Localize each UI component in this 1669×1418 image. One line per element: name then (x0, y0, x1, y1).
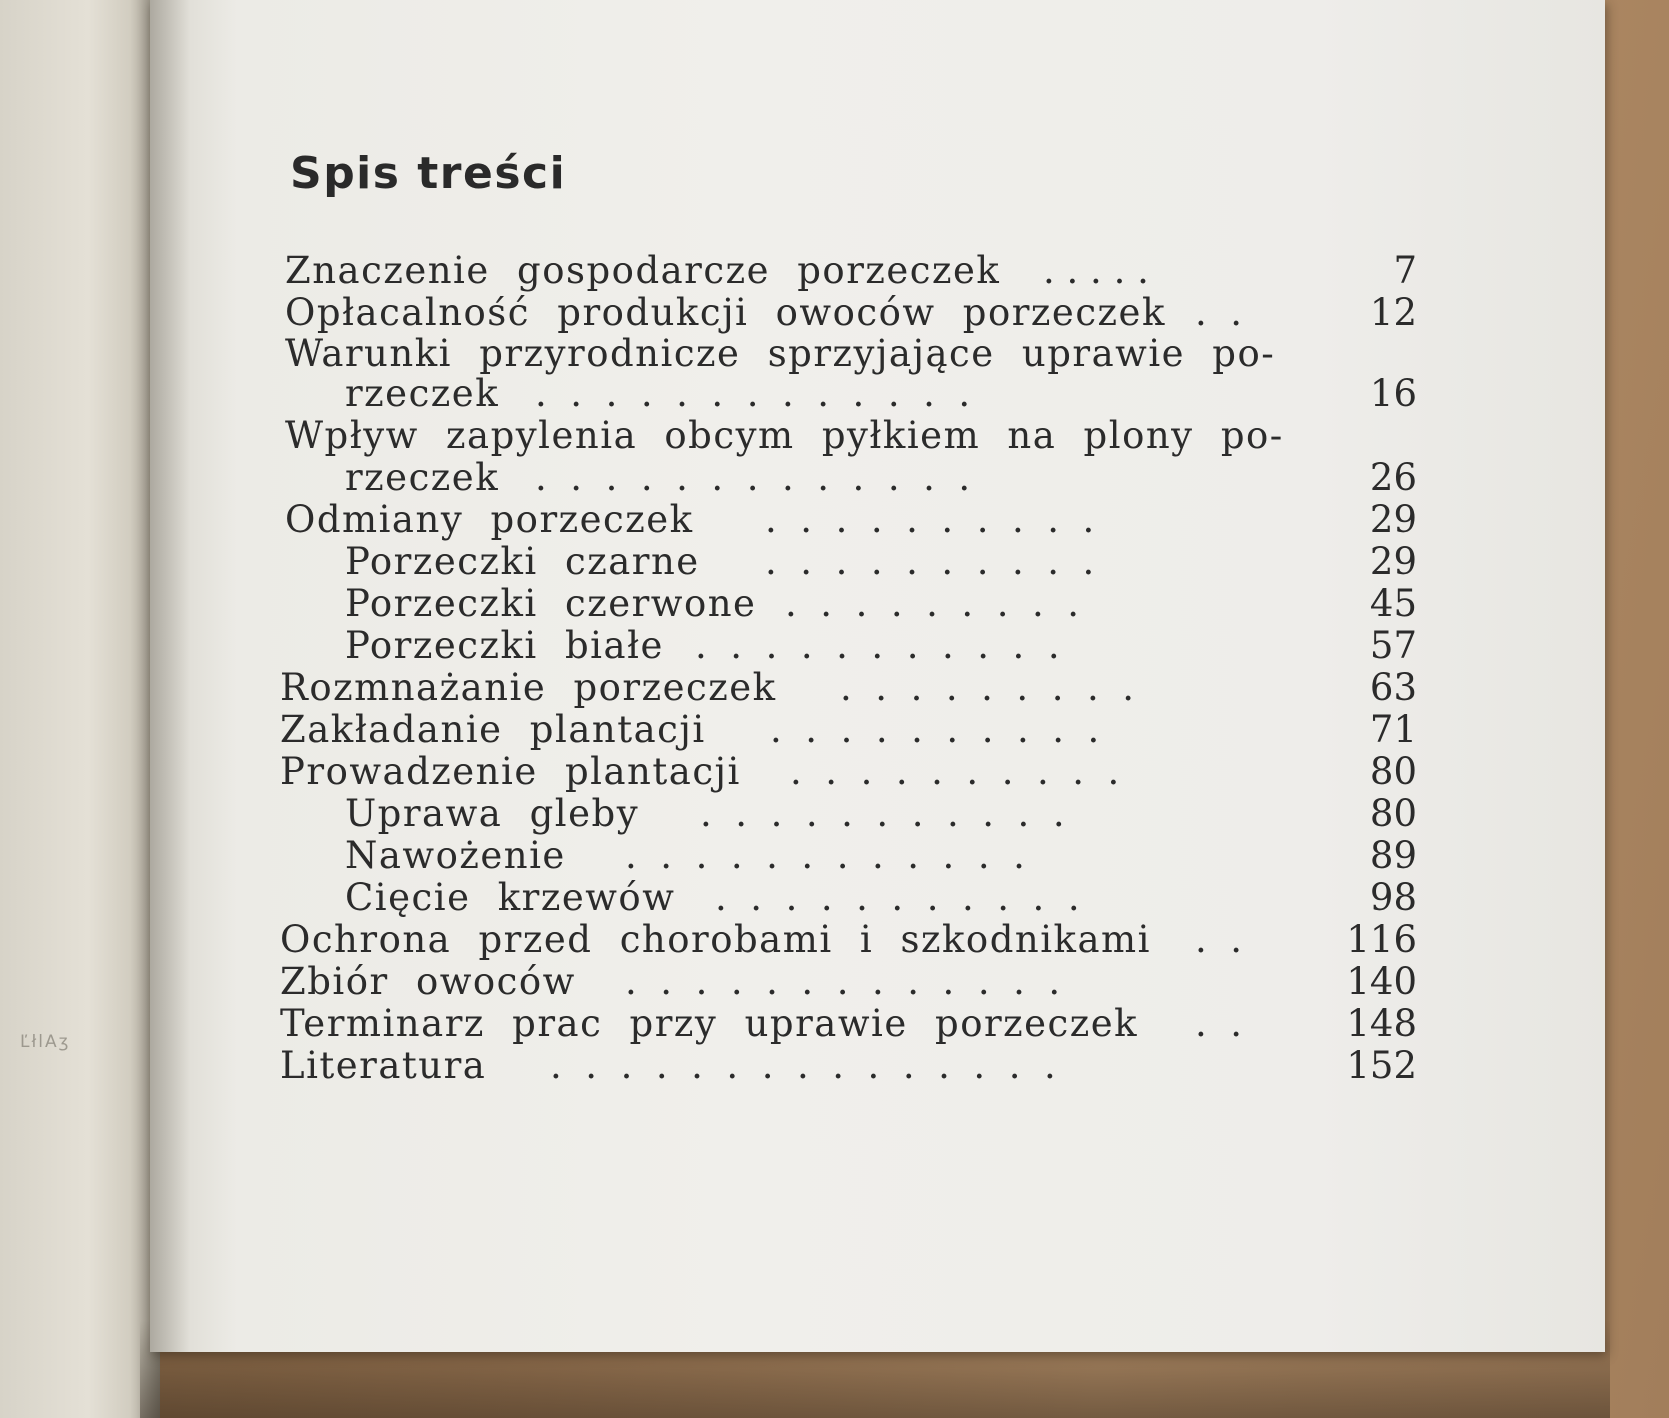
toc-entry (280, 1045, 1417, 1087)
toc-entry-page: 12 (1369, 291, 1417, 334)
toc-entry-page: 80 (1369, 792, 1417, 835)
toc-entry-title: Ochrona przed chorobami i szkodnikami (280, 918, 1151, 961)
dot-leader: . . (1195, 291, 1243, 334)
toc-entry-page: 63 (1369, 666, 1417, 709)
toc-entry-title: Cięcie krzewów (345, 876, 676, 919)
toc-entry-page: 80 (1369, 750, 1417, 793)
dot-leader: . . . . . . . . . (785, 582, 1080, 625)
toc-entry-page: 71 (1369, 708, 1417, 751)
dot-leader: . . . . . . . . . . (765, 498, 1095, 541)
toc-entry (345, 373, 1417, 415)
margin-mark: ĽłlAʒ (20, 1032, 71, 1052)
toc-entry-page: 98 (1369, 876, 1417, 919)
toc-entry-page: 116 (1346, 918, 1417, 961)
toc-entry (285, 333, 1417, 375)
toc-entry-title: rzeczek (345, 372, 500, 415)
toc-entry-title: Porzeczki białe (345, 624, 664, 667)
dot-leader: . . . . . (1043, 249, 1149, 292)
toc-entry-page: 29 (1369, 498, 1417, 541)
dot-leader: . . . . . . . . . . . . . (535, 456, 971, 499)
toc-entry-title: Literatura (280, 1044, 487, 1087)
toc-entry (345, 457, 1417, 499)
dot-leader: . . (1195, 1002, 1243, 1045)
toc-entry-title: Wpływ zapylenia obcym pyłkiem na plony po- (285, 414, 1284, 457)
toc-entry (285, 250, 1417, 292)
toc-entry (345, 877, 1417, 919)
toc-entry (280, 667, 1417, 709)
toc-entry-page: 140 (1346, 960, 1417, 1003)
dot-leader: . . . . . . . . . . . (700, 792, 1065, 835)
dot-leader: . . . . . . . . . (840, 666, 1135, 709)
toc-entry-page: 7 (1393, 249, 1417, 292)
toc-entry (285, 499, 1417, 541)
dot-leader: . . . . . . . . . . . . . (535, 372, 971, 415)
toc-entry-title: Porzeczki czerwone (345, 582, 757, 625)
toc-entry-page: 16 (1369, 372, 1417, 415)
toc-entry (345, 583, 1417, 625)
dot-leader: . . (1195, 918, 1243, 961)
toc-entry (280, 751, 1417, 793)
toc-entry (345, 793, 1417, 835)
dot-leader: . . . . . . . . . . . . . (625, 960, 1061, 1003)
toc-entry-title: rzeczek (345, 456, 500, 499)
toc-entry (345, 625, 1417, 667)
toc-entry-title: Znaczenie gospodarcze porzeczek (285, 249, 1001, 292)
toc-entry-page: 57 (1369, 624, 1417, 667)
toc-entry-title: Porzeczki czarne (345, 540, 700, 583)
toc-entry (280, 709, 1417, 751)
toc-entry (285, 292, 1417, 334)
toc-entry-page: 26 (1369, 456, 1417, 499)
dot-leader: . . . . . . . . . . . . . . . (550, 1044, 1056, 1087)
toc-entry (345, 835, 1417, 877)
toc-entry-title: Odmiany porzeczek (285, 498, 694, 541)
toc-entry-page: 29 (1369, 540, 1417, 583)
toc-entry-title: Prowadzenie plantacji (280, 750, 741, 793)
dot-leader: . . . . . . . . . . (770, 708, 1100, 751)
toc-entry-page: 148 (1346, 1002, 1417, 1045)
toc-entry-page: 45 (1369, 582, 1417, 625)
toc-entry (345, 541, 1417, 583)
toc-entry-title: Warunki przyrodnicze sprzyjające uprawie po- (285, 332, 1276, 375)
toc-entry-page: 152 (1346, 1044, 1417, 1087)
toc-entry-page: 89 (1369, 834, 1417, 877)
toc-entry-title: Zbiór owoców (280, 960, 576, 1003)
dot-leader: . . . . . . . . . . . . (625, 834, 1025, 877)
toc-entry-title: Rozmnażanie porzeczek (280, 666, 777, 709)
dot-leader: . . . . . . . . . . (790, 750, 1120, 793)
page-title: Spis treści (290, 148, 567, 199)
toc-entry (280, 961, 1417, 1003)
toc-entry (280, 919, 1417, 961)
dot-leader: . . . . . . . . . . . (715, 876, 1080, 919)
dot-leader: . . . . . . . . . . . (695, 624, 1060, 667)
toc-entry-title: Terminarz prac przy uprawie porzeczek (280, 1002, 1139, 1045)
toc-entry-title: Opłacalność produkcji owoców porzeczek (285, 291, 1166, 334)
toc-entry (285, 415, 1417, 457)
toc-entry-title: Uprawa gleby (345, 792, 640, 835)
toc-entry-title: Zakładanie plantacji (280, 708, 706, 751)
dot-leader: . . . . . . . . . . (765, 540, 1095, 583)
toc-entry (280, 1003, 1417, 1045)
toc-entry-title: Nawożenie (345, 834, 566, 877)
